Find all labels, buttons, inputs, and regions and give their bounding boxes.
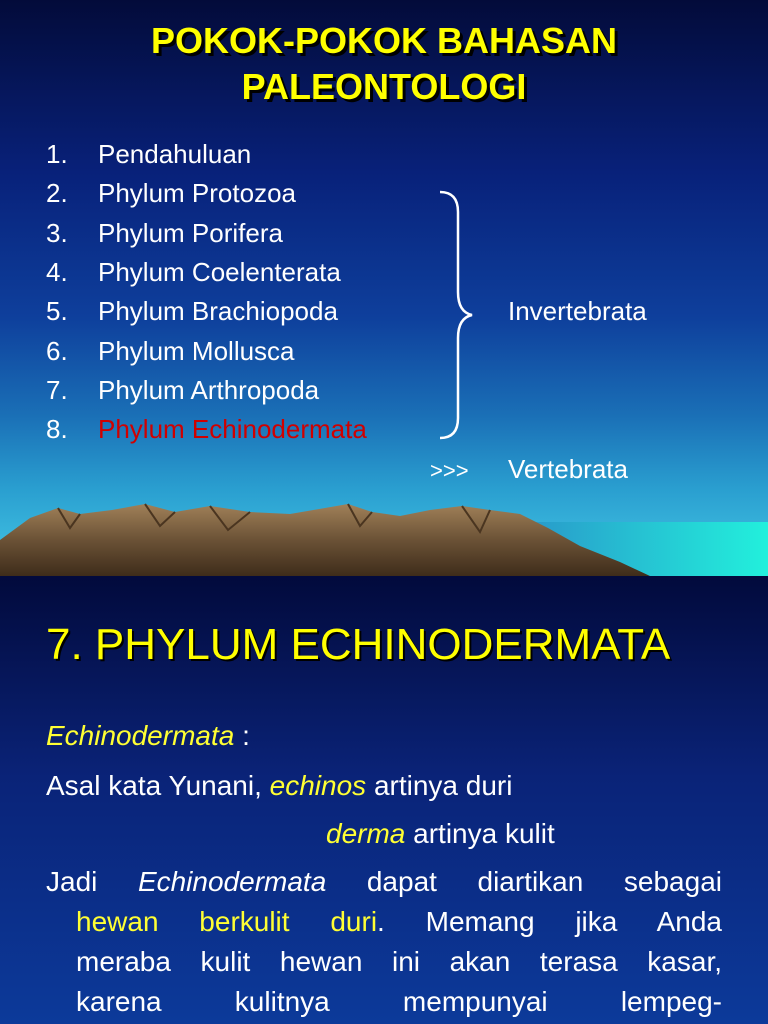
paragraph-line: karena kulitnya mempunyai lempeg- — [76, 986, 722, 1017]
invertebrata-label: Invertebrata — [508, 296, 647, 326]
topic-item — [46, 178, 296, 208]
item-text: Phylum Protozoa — [98, 178, 296, 208]
term: Echinodermata — [46, 720, 235, 751]
topic-item — [46, 139, 251, 169]
topic-item — [46, 257, 341, 287]
item-number: 4. — [46, 257, 68, 287]
slide1-title — [0, 18, 768, 110]
item-text: Phylum Coelenterata — [98, 257, 341, 287]
origin-line — [46, 766, 512, 806]
highlight-hewan-berkulit-duri: hewan berkulit duri — [76, 906, 378, 937]
topic-item — [46, 296, 338, 326]
paragraph-line: Jadi Echinodermata dapat diartikan sebagai — [46, 866, 722, 897]
item-text: Phylum Porifera — [98, 218, 283, 248]
title-line-2: PALEONTOLOGI — [241, 66, 527, 107]
description-paragraph — [46, 862, 722, 1022]
word-echinodermata: Echinodermata — [137, 866, 327, 897]
item-number: 7. — [46, 375, 68, 405]
topic-item — [46, 375, 319, 405]
mountain-landscape-image — [0, 488, 768, 576]
term-suffix: : — [234, 720, 250, 751]
item-number: 3. — [46, 218, 68, 248]
item-number: 6. — [46, 336, 68, 366]
right-curly-brace-icon — [436, 188, 476, 442]
item-number: 8. — [46, 414, 68, 444]
origin-text: Asal kata Yunani, — [46, 770, 270, 801]
item-text: Pendahuluan — [98, 139, 252, 169]
word-derma: derma — [326, 818, 406, 849]
item-number: 1. — [46, 139, 68, 169]
term-line — [46, 716, 250, 756]
word-echinos: echinos — [269, 770, 367, 801]
derma-line — [326, 814, 555, 854]
paragraph-line: hewan berkulit duri. Memang jika Anda — [76, 906, 722, 937]
item-text: Phylum Mollusca — [98, 336, 295, 366]
item-text: Phylum Brachiopoda — [98, 296, 338, 326]
topic-item — [46, 218, 283, 248]
derma-meaning: artinya kulit — [405, 818, 555, 849]
paragraph-line: meraba kulit hewan ini akan terasa kasar, — [76, 946, 722, 977]
item-number: 5. — [46, 296, 68, 326]
title-line-1: POKOK-POKOK BAHASAN — [150, 20, 617, 61]
item-text: Phylum Arthropoda — [98, 375, 320, 405]
arrows-label: >>> — [430, 458, 469, 483]
slide2-title: 7. PHYLUM ECHINODERMATA — [46, 620, 671, 669]
vertebrata-label: Vertebrata — [508, 454, 628, 484]
topic-item — [46, 336, 295, 366]
item-text: Phylum Echinodermata — [98, 414, 367, 444]
topic-item-highlighted — [46, 414, 367, 444]
origin-meaning: artinya duri — [366, 770, 513, 801]
item-number: 2. — [46, 178, 68, 208]
